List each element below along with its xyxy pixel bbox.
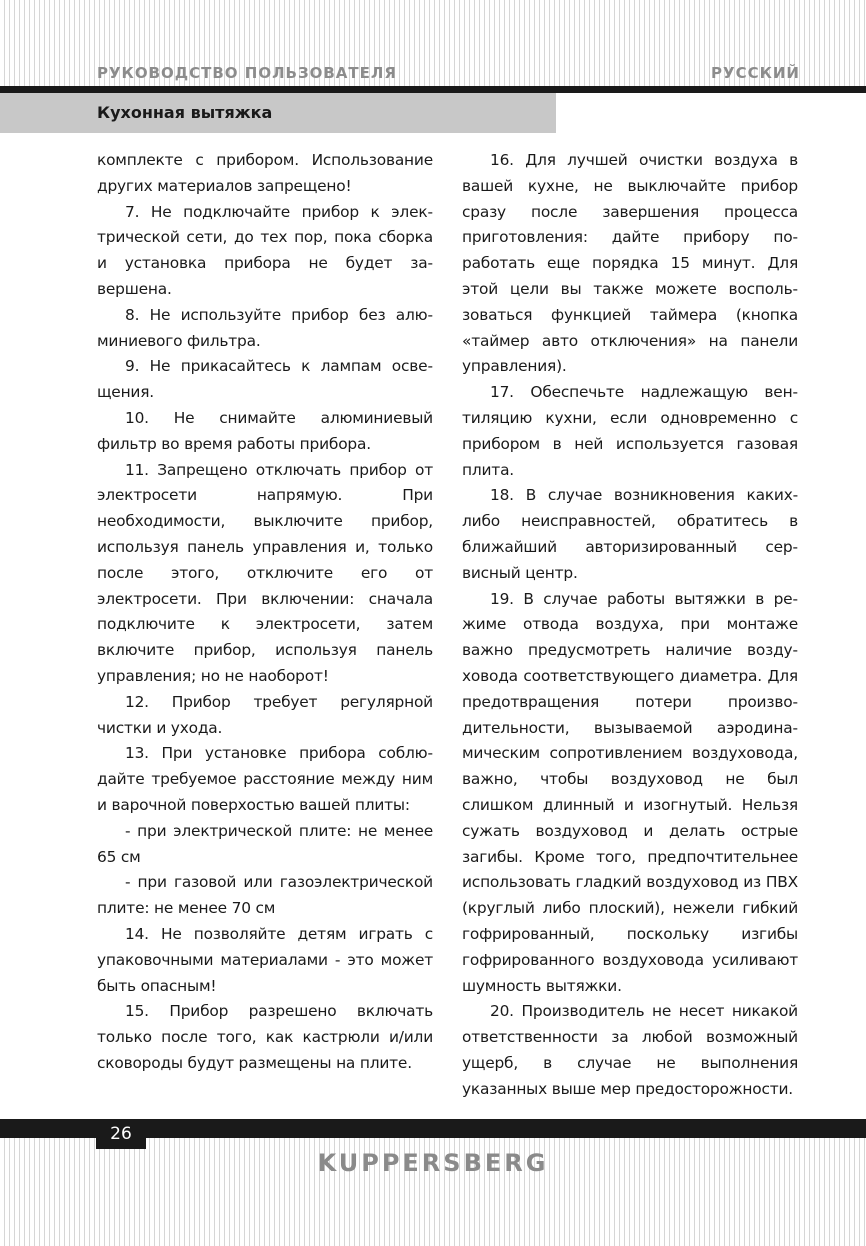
brand-logo: KUPPERSBERG — [317, 1149, 549, 1177]
paragraph: 14. Не позволяйте детям играть с упаковочными материалами - это может быть опасным! — [97, 924, 433, 995]
paragraph: 15. Прибор разрешено включать только после того, как кастрюли и/или сковороды будут размещены на плите. — [97, 1002, 433, 1072]
paragraph: комплекте с прибором. Использование других материалов запрещено! — [97, 151, 433, 195]
header-rule — [0, 86, 866, 93]
paragraph: 11. Запрещено отключать прибор от электросети напрямую. При необходимости, выключите прибор, используя панель управления и, только после этого, отключите его от электросети. При включении: сначала подключите к электросети, затем включите прибор, используя панель управления; но не наоборот! — [97, 460, 433, 685]
paragraph: 18. В случае возникновения каких-либо неисправностей, обратитесь в ближайший авторизированный сервисный центр. — [462, 486, 798, 582]
right-column — [462, 148, 798, 1102]
paragraph: 20. Производитель не несет никакой ответственности за любой возможный ущерб, в случае не выполнения указанных выше мер предосторожности. — [462, 1002, 798, 1098]
paragraph: - при электрической плите: не менее 65 см — [97, 821, 433, 866]
paragraph: 10. Не снимайте алюминиевый фильтр во время работы прибора. — [97, 408, 433, 453]
paragraph: 17. Обеспечьте надлежащую вентиляцию кухни, если одновременно с прибором в ней используется газовая плита. — [462, 383, 798, 479]
paragraph: 13. При установке прибора соблюдайте требуемое расстояние между ним и варочной поверхостью вашей плиты: — [97, 744, 433, 814]
paragraph: - при газовой или газоэлектрической плите: не менее 70 см — [97, 873, 433, 918]
manual-label: РУКОВОДСТВО ПОЛЬЗОВАТЕЛЯ — [97, 64, 397, 82]
section-title: Кухонная вытяжка — [97, 103, 273, 122]
left-column — [97, 148, 433, 1077]
paragraph: 12. Прибор требует регулярной чистки и ухода. — [97, 692, 433, 737]
section-bar — [0, 93, 556, 133]
paragraph: 16. Для лучшей очистки воздуха в вашей кухне, не выключайте прибор сразу после завершения процесса приготовления: дайте прибору поработать еще порядка 15 минут. Для этой цели вы также можете воспользоваться функцией таймера (кнопка «таймер авто отключения» на панели управления). — [462, 151, 798, 376]
language-label: РУССКИЙ — [711, 64, 800, 82]
paragraph: 19. В случае работы вытяжки в режиме отвода воздуха, при монтаже важно предусмотреть наличие воздуховода соответствующего диаметра. Для предотвращения потери производительности, вызываемой аэродинамическим сопротивлением воздуховода, важно, чтобы воздуховод не был слишком длинный и изогнутый. Нельзя сужать воздуховод и делать острые загибы. Кроме того, предпочтительнее использовать гладкий воздуховод из ПВХ (круглый либо плоский), нежели гибкий гофрированный, поскольку изгибы гофрированного воздуховода усиливают шумность вытяжки. — [462, 589, 798, 995]
paragraph: 9. Не прикасайтесь к лампам освещения. — [97, 357, 433, 402]
paragraph: 8. Не используйте прибор без алюминиевого фильтра. — [97, 305, 433, 350]
paragraph: 7. Не подключайте прибор к электрической сети, до тех пор, пока сборка и установка прибора не будет завершена. — [97, 202, 433, 298]
page-number: 26 — [96, 1119, 146, 1149]
